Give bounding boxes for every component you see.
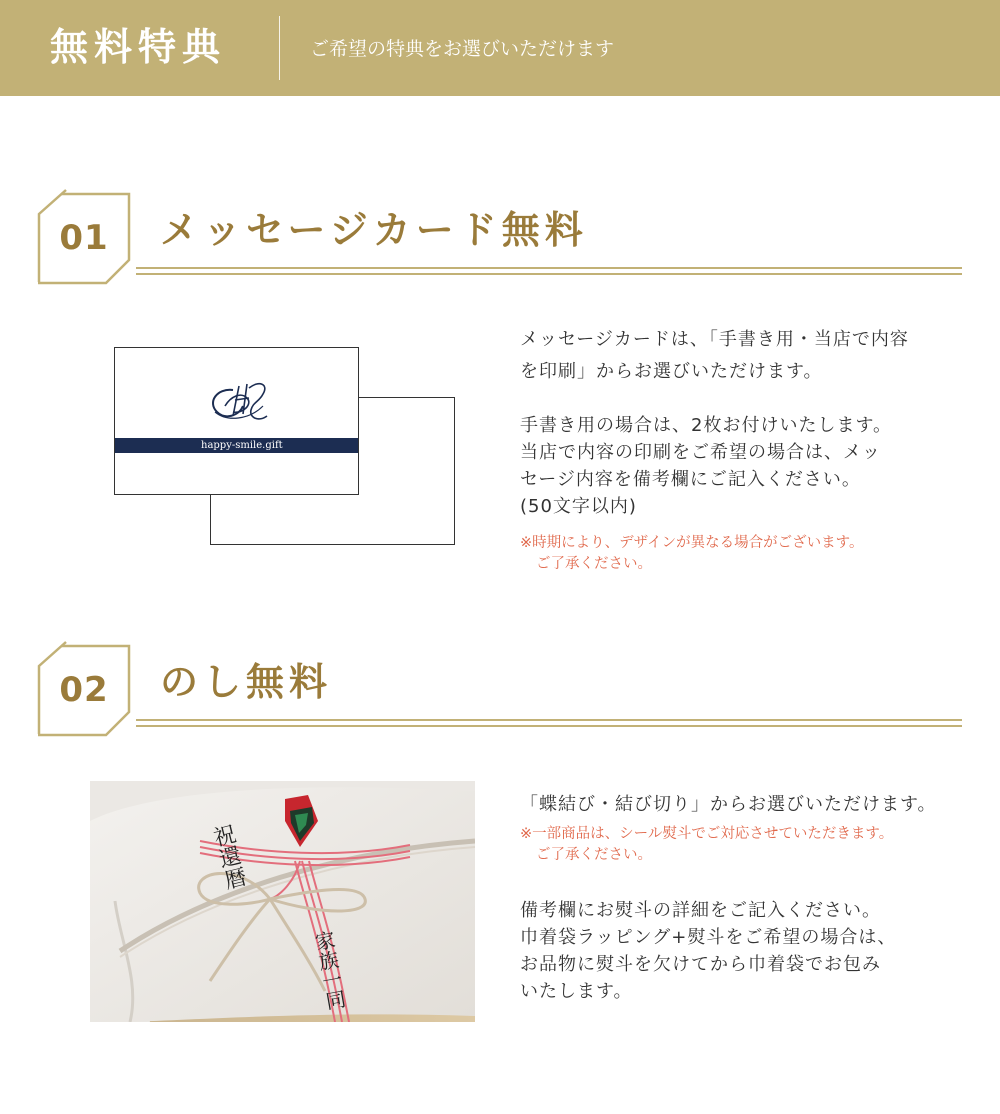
header-banner bbox=[0, 0, 1000, 96]
header-divider bbox=[279, 16, 280, 80]
body-text: セージ内容を備考欄にご記入ください。 bbox=[520, 469, 861, 490]
body-text: 備考欄にお熨斗の詳細をご記入ください。 bbox=[520, 900, 881, 921]
note-text: ご了承ください。 bbox=[536, 556, 652, 572]
noshi-top-text: 祝還暦 bbox=[207, 821, 249, 893]
section-title: のし無料 bbox=[160, 659, 333, 704]
body-text: お品物に熨斗を欠けてから巾着袋でお包み bbox=[520, 954, 881, 975]
message-card-front bbox=[114, 347, 359, 495]
section-title: メッセージカード無料 bbox=[160, 207, 588, 252]
section-number: 02 bbox=[59, 670, 109, 710]
body-text: 手書き用の場合は、2枚お付けいたします。 bbox=[520, 415, 893, 436]
section-number-badge bbox=[36, 640, 132, 740]
section-divider bbox=[136, 267, 962, 275]
header-subtitle: ご希望の特典をお選びいただけます bbox=[310, 38, 615, 60]
note-text: ※時期により、デザインが異なる場合がございます。 bbox=[520, 535, 864, 551]
body-text: 巾着袋ラッピング+熨斗をご希望の場合は、 bbox=[520, 927, 897, 948]
card-band-text: happy-smile.gift bbox=[201, 440, 283, 451]
noshi-bottom-text: 家族一同 bbox=[310, 928, 348, 1012]
note-text: ご了承ください。 bbox=[536, 847, 652, 863]
section-number: 01 bbox=[59, 218, 109, 258]
body-text: を印刷」からお選びいただけます。 bbox=[520, 361, 823, 382]
card-band bbox=[115, 438, 358, 453]
brand-logo-icon bbox=[203, 376, 273, 426]
body-text: 当店で内容の印刷をご希望の場合は、メッ bbox=[520, 442, 881, 463]
body-text: いたします。 bbox=[520, 981, 633, 1002]
body-text: (50文字以内) bbox=[520, 496, 637, 517]
body-text: 「蝶結び・結び切り」からお選びいただけます。 bbox=[520, 794, 937, 815]
section-number-badge bbox=[36, 188, 132, 288]
header-title: 無料特典 bbox=[50, 25, 227, 69]
noshi-wrap-illustration bbox=[90, 781, 475, 1022]
section-divider bbox=[136, 719, 962, 727]
noshi-photo bbox=[90, 781, 475, 1022]
note-text: ※一部商品は、シール熨斗でご対応させていただきます。 bbox=[520, 826, 894, 842]
body-text: メッセージカードは、「手書き用・当店で内容 bbox=[520, 329, 909, 350]
